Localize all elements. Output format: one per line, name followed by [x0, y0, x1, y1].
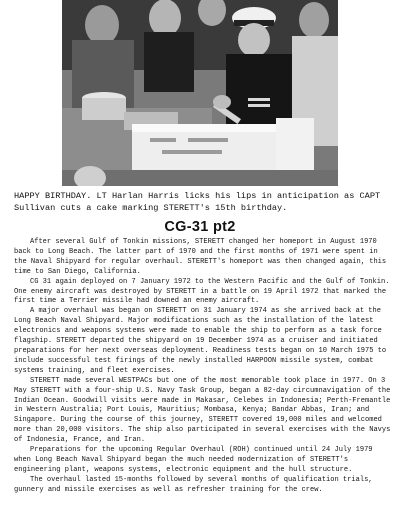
article-body — [14, 238, 392, 496]
paragraph: Preparations for the upcoming Regular Overhaul (ROH) continued until 24 July 1979 when Long Beach Naval Shipyard began the much needed modernization of STERETT's engineering plant, weapons systems, electronic equipment and the hull structure. — [14, 446, 373, 474]
photo-caption: HAPPY BIRTHDAY. LT Harlan Harris licks his lips in anticipation as CAPT Sullivan cuts a cake marking STERETT's 15th birthday. — [14, 191, 381, 213]
paragraph: STERETT made several WESTPACs but one of the most memorable took place in 1977. On 3 May STERETT with a four-ship U.S. Navy Task Group, began a 82-day circumnavigation of the Indian Ocean. Goodwill visits were made in Makasar, Celebes in Indonesia; Perth-Fremantle in Western Australia; Port Louis, Mauritius; Mombasa, Kenya; Bandar Abbas, Iran; and Singapore. During the course of this journey, STERETT covered 19,000 miles and welcomed more than 20,000 visitors. The ship also participated in several exercises with the Navys of Indonesia, France, and Iran. — [14, 376, 391, 445]
paragraph: After several Gulf of Tonkin missions, STERETT changed her homeport in August 1970 back to Long Beach. The latter part of 1970 and the first months of 1971 were spent in the Naval Shipyard for regular overhaul. STERETT's homeport was then changed again, this time to San Diego, California. — [14, 238, 387, 276]
paragraph: A major overhaul was began on STERETT on 31 January 1974 as she arrived back at the Long Beach Naval Shipyard. Major modifications such as the installation of the latest electronics and weapons systems were made to enable the ship to perform as a task force flagship. STERETT departed the shipyard on 19 December 1974 as a cruiser and initiated preparations for her next overseas deployment. Readiness tests began on 10 March 1975 to include successful test firings of the newly installed HARPOON missile system, combat systems training, and fleet exercises. — [14, 307, 387, 375]
paragraph: CG 31 again deployed on 7 January 1972 to the Western Pacific and the Gulf of Tonkin. One enemy aircraft was destroyed by STERETT in a battle on 19 April 1972 that marked the first time a Terrier missile had downed an enemy aircraft. — [14, 277, 390, 306]
birthday-cake-photo — [62, 0, 338, 186]
paragraph: The overhaul lasted 15-months followed by several months of qualification trials, gunnery and missile exercises as well as refresher training for the crew. — [14, 475, 373, 494]
photo-illustration — [62, 0, 338, 186]
article-heading: CG-31 pt2 — [164, 219, 236, 235]
